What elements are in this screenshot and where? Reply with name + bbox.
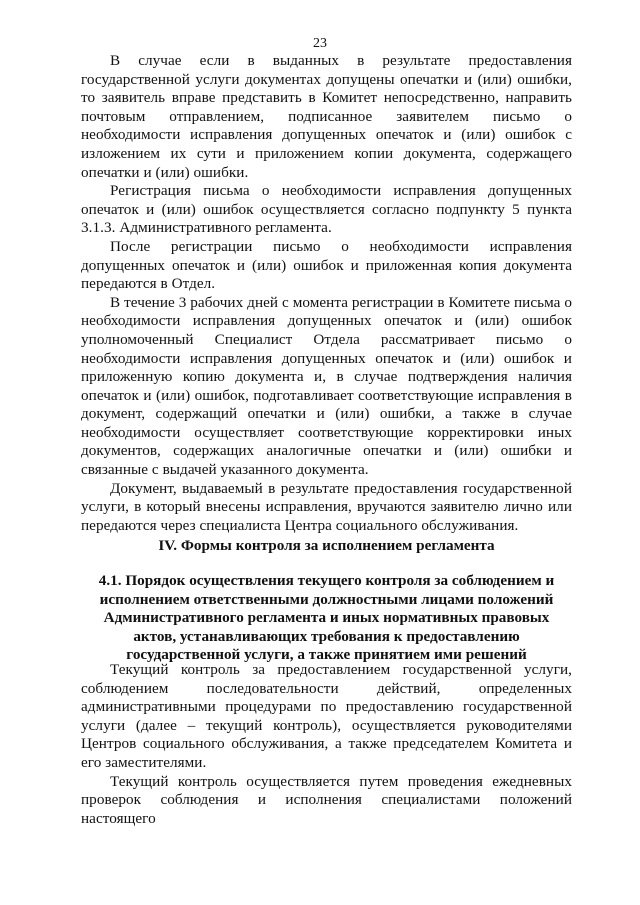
paragraph: Текущий контроль осуществляется путем проведения ежедневных проверок соблюдения и исполнения специалистами положений настоящего: [81, 772, 572, 827]
paragraph: В случае если в выданных в результате предоставления государственной услуги документах допущены опечатки и (или) ошибки, то заявитель вправе представить в Комитет непосредственно, направить почтовым отправлением, подписанное заявителем письмо о необходимости исправления допущенных опечаток и (или) ошибок с изложением их сути и приложением копии документа, содержащего опечатки и (или) ошибки.: [81, 52, 572, 181]
paragraph: Текущий контроль за предоставлением государственной услуги, соблюдением последовательности действий, определенных административными процедурами по предоставлению государственной услуги (далее – текущий контроль), осуществляется руководителями Центров социального обслуживания, а также председателем Комитета и его заместителями.: [81, 661, 572, 771]
body-text-bottom: [81, 661, 572, 828]
page-number: 23: [313, 36, 327, 51]
paragraph: Документ, выдаваемый в результате предоставления государственной услуги, в который внесены исправления, вручаются заявителю лично или передаются через специалиста Центра социального обслуживания.: [81, 479, 572, 534]
subsection-heading: 4.1. Порядок осуществления текущего контроля за соблюдением и исполнением ответственными должностными лицами положений Административного регламента и иных нормативных правовых актов, устанавливающих требования к предоставлению государственной услуги, а также принятием ими решений: [98, 572, 555, 664]
section-heading: IV. Формы контроля за исполнением регламента: [158, 537, 495, 554]
paragraph: После регистрации письмо о необходимости исправления допущенных опечаток и (или) ошибок и приложенная копия документа передаются в Отдел.: [81, 237, 572, 293]
paragraph: Регистрация письма о необходимости исправления допущенных опечаток и (или) ошибок осуществляется согласно подпункту 5 пункта 3.1.3. Административного регламента.: [81, 182, 572, 237]
body-text-top: [81, 52, 572, 535]
paragraph: В течение 3 рабочих дней с момента регистрации в Комитете письма о необходимости исправления допущенных опечаток и (или) ошибок уполномоченный Специалист Отдела рассматривает письмо о необходимости исправления допущенных опечаток и (или) ошибок и приложенную копию документа и, в случае подтверждения наличия опечаток и (или) ошибок, подготавливает соответствующие исправления в документ, содержащий опечатки и (или) ошибки, а также в случае необходимости осуществляет соответствующие корректировки иных документов, содержащих аналогичные опечатки и (или) ошибки и связанные с выдачей указанного документа.: [81, 293, 572, 479]
